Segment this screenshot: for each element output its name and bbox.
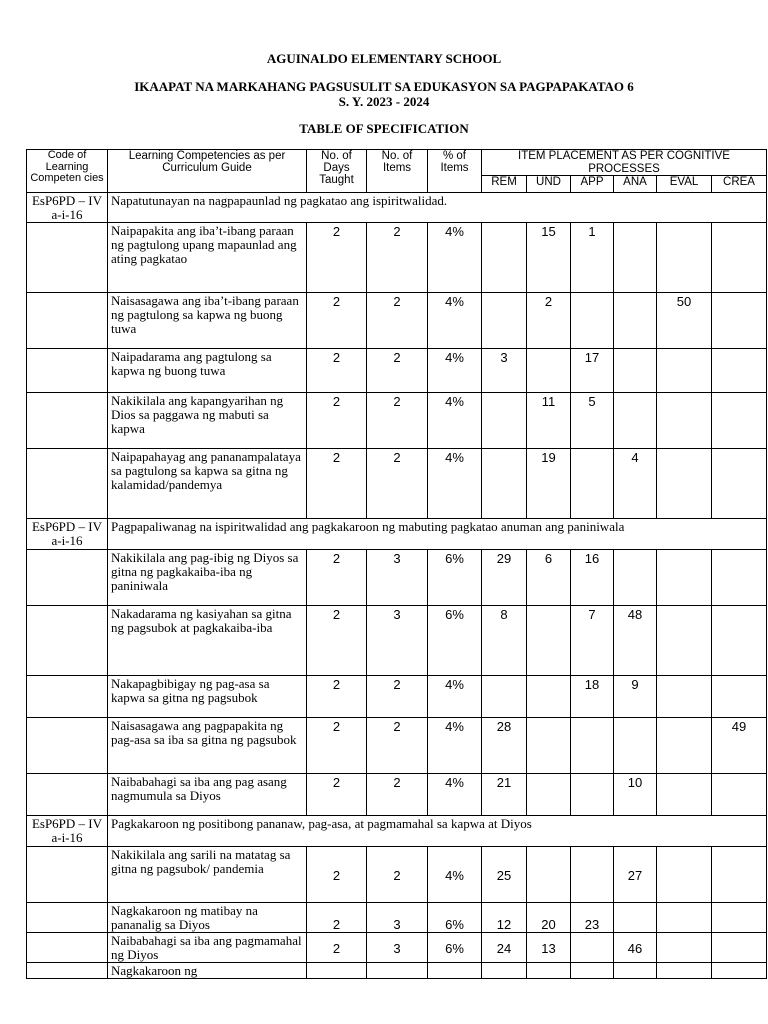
cell-app: 16 <box>571 550 614 606</box>
cell-items: 2 <box>367 676 428 718</box>
cell-app <box>571 933 614 963</box>
code-cell-empty <box>27 293 108 349</box>
table-row <box>27 903 767 933</box>
cell-crea <box>712 774 767 816</box>
cell-percent: 4% <box>428 293 482 349</box>
code-cell-empty <box>27 718 108 774</box>
cell-items: 2 <box>367 393 428 449</box>
cell-percent: 4% <box>428 774 482 816</box>
table-row <box>27 718 767 774</box>
cell-days: 2 <box>307 903 367 933</box>
table-row <box>27 963 767 979</box>
cell-ana <box>614 393 657 449</box>
cell-eval <box>657 847 712 903</box>
school-name: AGUINALDO ELEMENTARY SCHOOL <box>266 51 502 66</box>
competency-text: Naipapahayag ang pananampalataya sa pagtulong sa kapwa sa gitna ng kalamidad/pandemya <box>108 449 307 519</box>
domain-row <box>27 816 767 847</box>
cell-crea <box>712 223 767 293</box>
cell-app <box>571 718 614 774</box>
code-cell-empty <box>27 223 108 293</box>
col-header-items: No. of Items <box>367 150 428 193</box>
cell-crea: 49 <box>712 718 767 774</box>
cell-und: 20 <box>527 903 571 933</box>
cell-crea <box>712 293 767 349</box>
code-cell-empty <box>27 349 108 393</box>
competency-code: EsP6PD – IV a-i-16 <box>27 193 108 223</box>
col-header-ana: ANA <box>614 176 657 193</box>
cell-days: 2 <box>307 933 367 963</box>
cell-days: 2 <box>307 293 367 349</box>
table-row <box>27 550 767 606</box>
cell-und: 15 <box>527 223 571 293</box>
cell-percent: 6% <box>428 550 482 606</box>
cell-app: 23 <box>571 903 614 933</box>
cell-items: 2 <box>367 718 428 774</box>
code-cell-empty <box>27 903 108 933</box>
cell-und: 6 <box>527 550 571 606</box>
col-header-code: Code of Learning Competen cies <box>27 150 108 193</box>
cell-items: 2 <box>367 223 428 293</box>
cell-rem: 29 <box>482 550 527 606</box>
cell-eval <box>657 676 712 718</box>
code-cell-empty <box>27 933 108 963</box>
cell-und <box>527 847 571 903</box>
cell-ana <box>614 903 657 933</box>
cell-percent: 6% <box>428 903 482 933</box>
cell-und <box>527 606 571 676</box>
cell-items: 3 <box>367 606 428 676</box>
cell-days: 2 <box>307 847 367 903</box>
specification-table <box>26 149 767 979</box>
cell-percent: 4% <box>428 847 482 903</box>
competency-code: EsP6PD – IV a-i-16 <box>27 816 108 847</box>
school-year: S. Y. 2023 - 2024 <box>338 94 430 109</box>
code-cell-empty <box>27 449 108 519</box>
table-row <box>27 847 767 903</box>
cell-items: 2 <box>367 847 428 903</box>
cell-eval <box>657 933 712 963</box>
cell-crea <box>712 393 767 449</box>
cell-eval <box>657 606 712 676</box>
competency-text: Nakikilala ang pag-ibig ng Diyos sa gitna ng pagkakaiba-iba ng paniniwala <box>108 550 307 606</box>
cell-crea <box>712 903 767 933</box>
code-cell-empty <box>27 606 108 676</box>
cell-rem: 28 <box>482 718 527 774</box>
cell-items: 3 <box>367 933 428 963</box>
competency-text: Nakapagbibigay ng pag-asa sa kapwa sa gitna ng pagsubok <box>108 676 307 718</box>
cell-crea <box>712 933 767 963</box>
col-header-days: No. of Days Taught <box>307 150 367 193</box>
cell-app <box>571 293 614 349</box>
domain-row <box>27 193 767 223</box>
cell-rem: 25 <box>482 847 527 903</box>
cell-crea <box>712 847 767 903</box>
code-cell-empty <box>27 774 108 816</box>
cell-und: 13 <box>527 933 571 963</box>
cell-days: 2 <box>307 349 367 393</box>
cell-eval <box>657 774 712 816</box>
cell-days: 2 <box>307 223 367 293</box>
cell-days <box>307 963 367 979</box>
competency-text: Naibabahagi sa iba ang pagmamahal ng Diyos <box>108 933 307 963</box>
cell-app <box>571 847 614 903</box>
cell-days: 2 <box>307 774 367 816</box>
cell-crea <box>712 676 767 718</box>
cell-items: 2 <box>367 449 428 519</box>
domain-title: Pagkakaroon ng positibong pananaw, pag-asa, at pagmamahal sa kapwa at Diyos <box>108 816 767 847</box>
cell-ana: 4 <box>614 449 657 519</box>
cell-app: 1 <box>571 223 614 293</box>
cell-percent: 4% <box>428 349 482 393</box>
table-row <box>27 223 767 293</box>
code-cell-empty <box>27 550 108 606</box>
cell-days: 2 <box>307 606 367 676</box>
competency-text: Nakikilala ang kapangyarihan ng Dios sa paggawa ng mabuti sa kapwa <box>108 393 307 449</box>
cell-days: 2 <box>307 449 367 519</box>
cell-app: 5 <box>571 393 614 449</box>
cell-und <box>527 676 571 718</box>
table-title: TABLE OF SPECIFICATION <box>299 121 469 136</box>
cell-ana: 9 <box>614 676 657 718</box>
table-row <box>27 676 767 718</box>
table-row <box>27 293 767 349</box>
cell-ana: 48 <box>614 606 657 676</box>
table-row <box>27 393 767 449</box>
cell-days: 2 <box>307 676 367 718</box>
cell-app <box>571 963 614 979</box>
domain-row <box>27 519 767 550</box>
cell-ana: 27 <box>614 847 657 903</box>
cell-items: 2 <box>367 349 428 393</box>
table-row <box>27 933 767 963</box>
code-cell-empty <box>27 393 108 449</box>
table-row <box>27 349 767 393</box>
cell-app: 17 <box>571 349 614 393</box>
cell-ana <box>614 293 657 349</box>
competency-text: Naisasagawa ang iba’t-ibang paraan ng pagtulong sa kapwa ng buong tuwa <box>108 293 307 349</box>
cell-ana <box>614 550 657 606</box>
cell-rem <box>482 676 527 718</box>
col-header-placement: ITEM PLACEMENT AS PER COGNITIVE PROCESSES <box>482 150 767 176</box>
cell-und <box>527 349 571 393</box>
cell-ana <box>614 963 657 979</box>
cell-percent: 4% <box>428 718 482 774</box>
cell-und: 11 <box>527 393 571 449</box>
col-header-app: APP <box>571 176 614 193</box>
cell-und: 2 <box>527 293 571 349</box>
col-header-und: UND <box>527 176 571 193</box>
cell-items: 3 <box>367 903 428 933</box>
cell-items: 3 <box>367 550 428 606</box>
domain-title: Pagpapaliwanag na ispiritwalidad ang pagkakaroon ng mabuting pagkatao anuman ang paniniwala <box>108 519 767 550</box>
cell-days: 2 <box>307 393 367 449</box>
cell-und <box>527 963 571 979</box>
cell-rem <box>482 393 527 449</box>
cell-ana <box>614 718 657 774</box>
cell-eval <box>657 349 712 393</box>
competency-text: Naisasagawa ang pagpapakita ng pag-asa sa iba sa gitna ng pagsubok <box>108 718 307 774</box>
cell-items: 2 <box>367 774 428 816</box>
competency-text: Naibabahagi sa iba ang pag asang nagmumula sa Diyos <box>108 774 307 816</box>
cell-eval <box>657 393 712 449</box>
cell-percent: 4% <box>428 393 482 449</box>
col-header-rem: REM <box>482 176 527 193</box>
cell-rem: 12 <box>482 903 527 933</box>
cell-percent: 6% <box>428 933 482 963</box>
cell-items <box>367 963 428 979</box>
cell-crea <box>712 349 767 393</box>
cell-und <box>527 718 571 774</box>
cell-ana: 46 <box>614 933 657 963</box>
cell-crea <box>712 606 767 676</box>
cell-items: 2 <box>367 293 428 349</box>
table-row <box>27 606 767 676</box>
cell-percent: 4% <box>428 676 482 718</box>
exam-title: IKAAPAT NA MARKAHANG PAGSUSULIT SA EDUKASYON SA PAGPAPAKATAO 6 <box>134 79 634 94</box>
cell-percent: 6% <box>428 606 482 676</box>
cell-eval <box>657 550 712 606</box>
col-header-competency: Learning Competencies as per Curriculum Guide <box>108 150 307 193</box>
cell-ana <box>614 349 657 393</box>
cell-days: 2 <box>307 550 367 606</box>
cell-crea <box>712 550 767 606</box>
cell-rem: 24 <box>482 933 527 963</box>
cell-rem <box>482 963 527 979</box>
cell-eval: 50 <box>657 293 712 349</box>
competency-text: Naipadarama ang pagtulong sa kapwa ng buong tuwa <box>108 349 307 393</box>
col-header-crea: CREA <box>712 176 767 193</box>
code-cell-empty <box>27 963 108 979</box>
cell-crea <box>712 449 767 519</box>
cell-app: 7 <box>571 606 614 676</box>
competency-text: Nagkakaroon ng matibay na pananalig sa Diyos <box>108 903 307 933</box>
table-row <box>27 449 767 519</box>
cell-rem <box>482 449 527 519</box>
cell-ana: 10 <box>614 774 657 816</box>
cell-app <box>571 449 614 519</box>
cell-rem: 21 <box>482 774 527 816</box>
cell-eval <box>657 449 712 519</box>
cell-percent: 4% <box>428 449 482 519</box>
competency-code: EsP6PD – IV a-i-16 <box>27 519 108 550</box>
competency-text: Naipapakita ang iba’t-ibang paraan ng pagtulong upang mapaunlad ang ating pagkatao <box>108 223 307 293</box>
competency-text: Nagkakaroon ng <box>108 963 307 979</box>
code-cell-empty <box>27 847 108 903</box>
cell-crea <box>712 963 767 979</box>
competency-text: Nakadarama ng kasiyahan sa gitna ng pagsubok at pagkakaiba-iba <box>108 606 307 676</box>
cell-eval <box>657 718 712 774</box>
domain-title: Napatutunayan na nagpapaunlad ng pagkatao ang ispiritwalidad. <box>108 193 767 223</box>
cell-days: 2 <box>307 718 367 774</box>
cell-app <box>571 774 614 816</box>
cell-rem: 8 <box>482 606 527 676</box>
cell-und <box>527 774 571 816</box>
table-row <box>27 774 767 816</box>
competency-text: Nakikilala ang sarili na matatag sa gitna ng pagsubok/ pandemia <box>108 847 307 903</box>
cell-percent <box>428 963 482 979</box>
cell-eval <box>657 903 712 933</box>
cell-rem: 3 <box>482 349 527 393</box>
cell-eval <box>657 963 712 979</box>
cell-ana <box>614 223 657 293</box>
col-header-percent: % of Items <box>428 150 482 193</box>
cell-und: 19 <box>527 449 571 519</box>
cell-percent: 4% <box>428 223 482 293</box>
cell-eval <box>657 223 712 293</box>
code-cell-empty <box>27 676 108 718</box>
cell-rem <box>482 293 527 349</box>
cell-rem <box>482 223 527 293</box>
col-header-eval: EVAL <box>657 176 712 193</box>
cell-app: 18 <box>571 676 614 718</box>
